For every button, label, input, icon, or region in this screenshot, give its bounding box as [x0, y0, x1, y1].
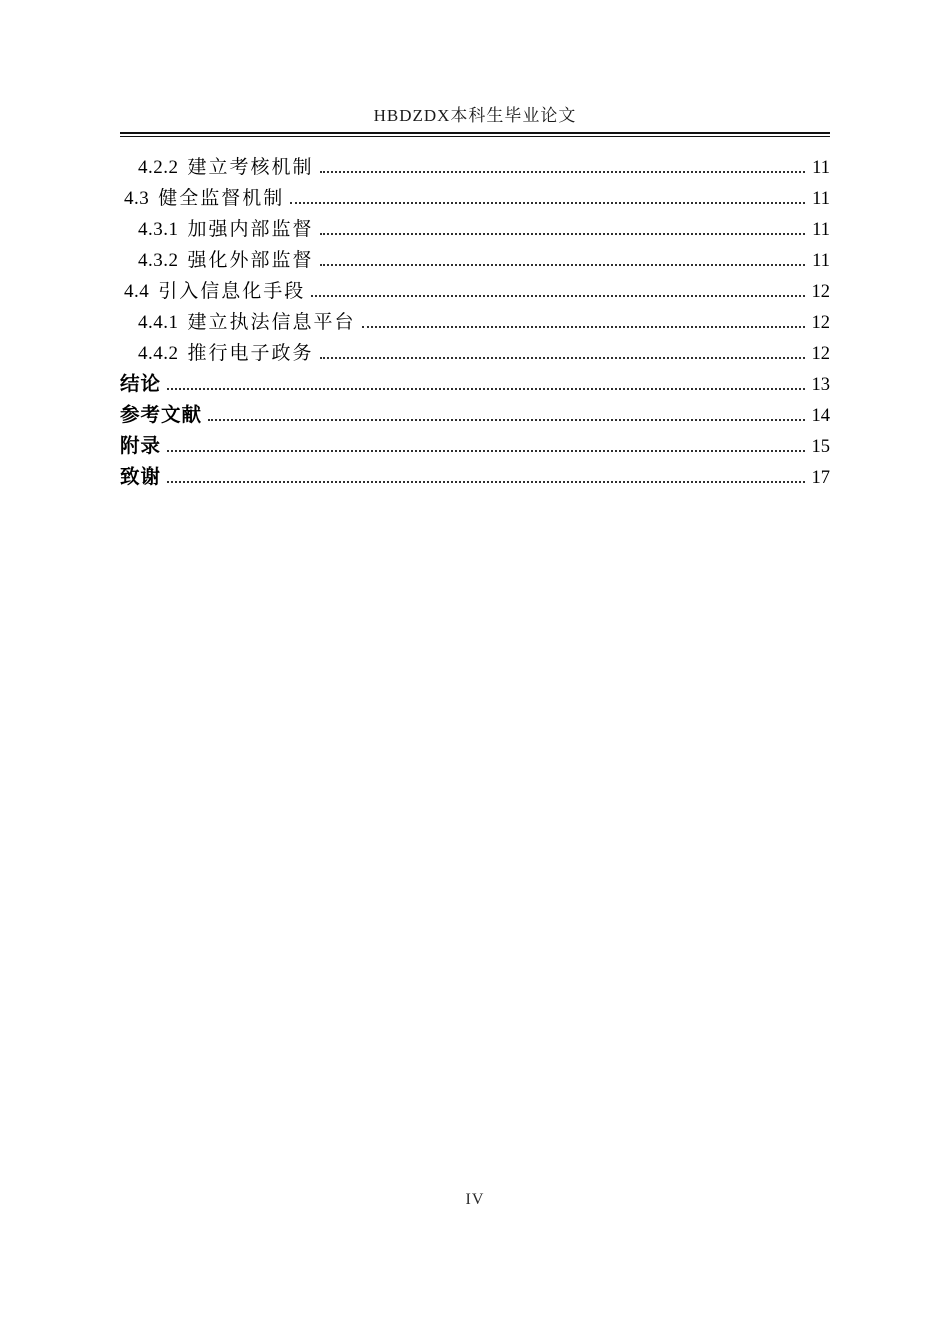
- toc-entry-title: 建立执法信息平台: [187, 312, 356, 333]
- page-header: [120, 103, 830, 137]
- toc-leader-dots: [320, 264, 805, 266]
- toc-entry: [120, 431, 830, 462]
- toc-entry: [120, 183, 830, 214]
- toc-entry-title: 加强内部监督: [187, 219, 314, 240]
- toc-entry-page: 12: [811, 344, 830, 364]
- toc-leader-dots: [320, 357, 805, 359]
- toc-entry-title: 引入信息化手段: [158, 281, 306, 302]
- toc-entry: [120, 369, 830, 400]
- toc-leader-dots: [320, 171, 805, 173]
- running-header-title: HBDZDX本科生毕业论文: [373, 106, 577, 125]
- toc-entry-page: 12: [811, 282, 830, 302]
- toc-entry-page: 11: [812, 189, 830, 209]
- page-footer: [0, 1191, 950, 1209]
- toc-entry-number: 4.4.1: [138, 312, 179, 333]
- toc-entry-title: 致谢: [120, 466, 162, 488]
- table-of-contents: [120, 152, 830, 493]
- toc-leader-dots: [362, 326, 805, 328]
- toc-entry: [120, 462, 830, 493]
- toc-leader-dots: [290, 202, 805, 204]
- toc-entry-number: 4.4.2: [138, 343, 179, 364]
- toc-entry-title: 健全监督机制: [158, 188, 285, 209]
- toc-leader-dots: [208, 419, 805, 421]
- header-double-rule: [120, 132, 830, 137]
- toc-entry-page: 14: [811, 406, 830, 426]
- toc-leader-dots: [311, 295, 805, 297]
- toc-entry-page: 13: [811, 375, 830, 395]
- toc-entry-title: 附录: [120, 435, 162, 457]
- toc-entry: [120, 338, 830, 369]
- toc-entry-number: 4.3.2: [138, 250, 179, 271]
- toc-entry: [120, 214, 830, 245]
- toc-entry-page: 17: [811, 468, 830, 488]
- toc-entry-page: 15: [811, 437, 830, 457]
- toc-entry: [120, 276, 830, 307]
- footer-page-number: IV: [465, 1191, 485, 1208]
- toc-entry-page: 11: [812, 251, 830, 271]
- toc-leader-dots: [167, 450, 805, 452]
- toc-entry: [120, 152, 830, 183]
- toc-entry: [120, 400, 830, 431]
- toc-entry-number: 4.2.2: [138, 157, 179, 178]
- toc-entry-title: 参考文献: [120, 404, 203, 426]
- toc-leader-dots: [167, 481, 805, 483]
- toc-entry-page: 12: [811, 313, 830, 333]
- toc-entry: [120, 245, 830, 276]
- toc-entry-title: 强化外部监督: [187, 250, 314, 271]
- toc-leader-dots: [320, 233, 805, 235]
- toc-entry-number: 4.4: [124, 281, 150, 302]
- toc-entry-title: 推行电子政务: [187, 343, 314, 364]
- toc-entry-number: 4.3.1: [138, 219, 179, 240]
- toc-entry-number: 4.3: [124, 188, 150, 209]
- toc-entry-title: 建立考核机制: [187, 157, 314, 178]
- toc-entry: [120, 307, 830, 338]
- toc-leader-dots: [167, 388, 805, 390]
- toc-entry-title: 结论: [120, 373, 162, 395]
- toc-entry-page: 11: [812, 158, 830, 178]
- toc-entry-page: 11: [812, 220, 830, 240]
